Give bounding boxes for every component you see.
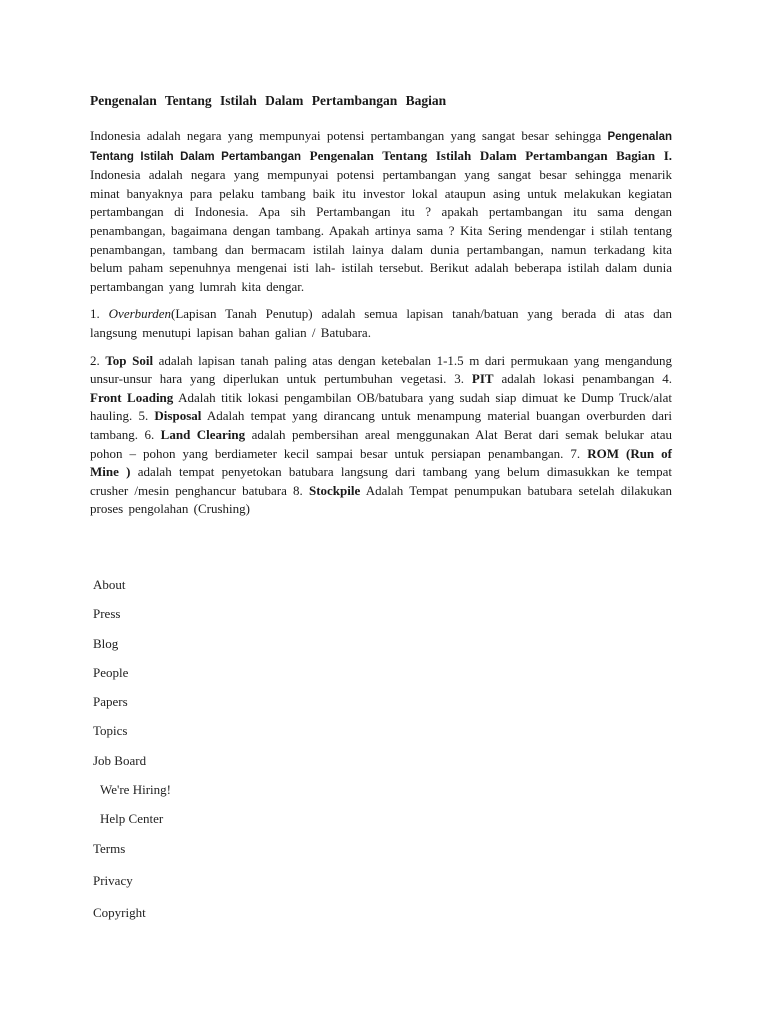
- link-job-board[interactable]: Job Board: [93, 752, 147, 768]
- footer-links: [93, 576, 171, 933]
- footer-item-papers: [93, 693, 171, 722]
- footer-item-people: [93, 664, 171, 693]
- link-blog[interactable]: Blog: [93, 635, 119, 651]
- land-clearing-text: adalah pembersihan areal menggunakan Alat Berat dari semak belukar atau pohon – pohon yang berdiameter kecil sampai besar untuk persiapan penambangan. 7.: [90, 426, 673, 461]
- term-front-loading: Front Loading: [90, 389, 174, 405]
- item-2-number: 2.: [90, 352, 100, 368]
- link-privacy[interactable]: Privacy: [93, 872, 133, 888]
- term-stockpile: Stockpile: [308, 482, 361, 498]
- link-topics[interactable]: Topics: [93, 723, 128, 739]
- term-top-soil: Top Soil: [105, 352, 154, 368]
- link-people[interactable]: People: [93, 664, 129, 680]
- link-terms[interactable]: Terms: [93, 840, 126, 856]
- footer-item-privacy: [93, 872, 171, 904]
- top-soil-text: adalah lapisan tanah paling atas dengan ketebalan 1-1.5 m dari permukaan yang mengandung unsur-unsur hara yang diperlukan untuk pertumbuhan vegetasi. 3.: [90, 352, 672, 387]
- footer-item-about: [93, 576, 171, 605]
- item-1-number: 1.: [90, 306, 100, 322]
- pit-text: adalah lokasi penambangan 4.: [501, 371, 673, 387]
- overburden-text: (Lapisan Tanah Penutup) adalah semua lapisan tanah/batuan yang berada di atas dan langsung menutupi lapisan bahan galian / Batubara.: [90, 306, 673, 340]
- link-were-hiring[interactable]: We're Hiring!: [100, 782, 171, 798]
- disposal-text: Adalah tempat yang dirancang untuk menampung material buangan overburden dari tambang. 6.: [90, 408, 672, 442]
- link-copyright[interactable]: Copyright: [93, 904, 146, 920]
- footer-item-help-center: [93, 810, 171, 839]
- intro-text-1: Indonesia adalah negara yang mempunyai potensi pertambangan yang sangat besar sehingga: [90, 128, 602, 143]
- rom-text: adalah tempat penyetokan batubara langsung dari tambang yang belum dimasukkan ke tempat crusher /mesin penghancur batubara 8.: [90, 464, 672, 498]
- footer-item-job-board: [93, 752, 171, 781]
- footer-item-terms: [93, 840, 171, 872]
- link-help-center[interactable]: Help Center: [100, 811, 164, 827]
- footer-item-topics: [93, 722, 171, 751]
- term-overburden: Overburden: [108, 306, 171, 322]
- page-title: Pengenalan Tentang Istilah Dalam Pertambangan Bagian: [90, 93, 447, 108]
- term-pit: PIT: [471, 371, 494, 387]
- front-loading-text: Adalah titik lokasi pengambilan OB/batubara yang sudah siap dimuat ke Dump Truck/alat hauling. 5.: [90, 389, 672, 424]
- footer-item-copyright: [93, 904, 171, 933]
- intro-heading-sans: Pengenalan Tentang Istilah Dalam Pertambangan: [90, 131, 672, 163]
- stockpile-text: Adalah Tempat penumpukan batubara setelah dilakukan proses pengolahan (Crushing): [90, 482, 672, 517]
- document-page: [90, 92, 672, 528]
- intro-heading-bold: Pengenalan Tentang Istilah Dalam Pertambangan Bagian I.: [309, 147, 673, 163]
- link-about[interactable]: About: [93, 577, 126, 592]
- footer-item-press: [93, 605, 171, 634]
- intro-paragraph: [90, 127, 672, 296]
- footer-item-blog: [93, 635, 171, 664]
- overburden-paragraph: [90, 305, 672, 342]
- link-press[interactable]: Press: [93, 606, 121, 622]
- terms-paragraph: [90, 352, 672, 519]
- link-papers[interactable]: Papers: [93, 694, 128, 710]
- term-land-clearing: Land Clearing: [160, 426, 246, 442]
- footer-item-hiring: [93, 781, 171, 810]
- term-rom: ROM (Run of Mine ): [90, 445, 673, 480]
- term-disposal: Disposal: [154, 408, 202, 424]
- intro-text-2: Indonesia adalah negara yang mempunyai potensi pertambangan yang sangat besar sehingga menarik minat banyaknya para pelaku tambang baik itu investor lokal ataupun asing untuk melakukan kegiatan pertambangan di Indonesia. Apa sih Pertambangan itu ? apakah pertambangan itu sama dengan penambangan, bagaimana dengan tambang. Apakah artinya sama ? Kita Sering mendengar i stilah tentang penambangan, tambang dan bermacam istilah lainya dalam dunia pertambangan, namun terkadang kita belum paham sepenuhnya mengenai isti lah- istilah tersebut. Berikut adalah beberapa istilah dalam dunia pertambangan yang lumrah kita dengar.: [90, 167, 672, 294]
